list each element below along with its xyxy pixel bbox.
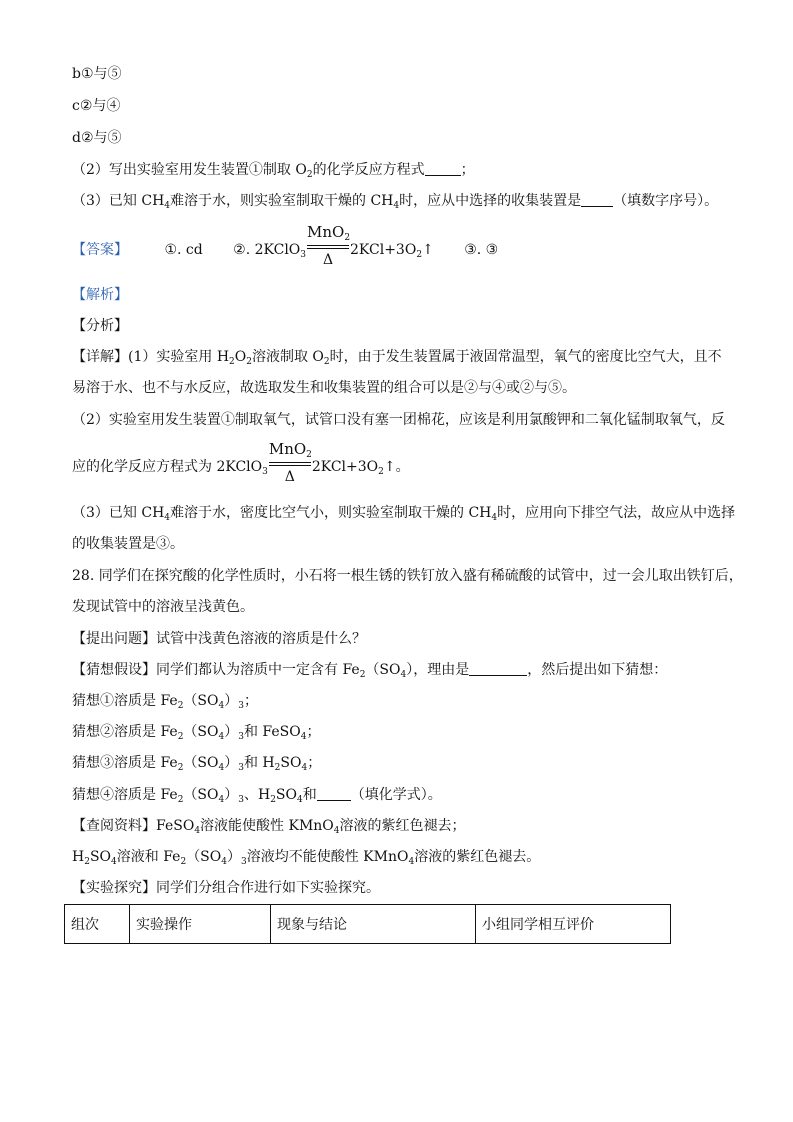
option-c: c②与④: [72, 98, 121, 114]
table-header-cell: 现象与结论: [271, 905, 476, 944]
explore-label: 【实验探究】同学们分组合作进行如下实验探究。: [72, 880, 380, 896]
guess-3: 猜想③溶质是 $Fe_2(SO_4)_3$和 $H_2SO_4$；: [72, 755, 322, 773]
guess-2: 猜想②溶质是 $Fe_2(SO_4)_3$和 FeSO$_4$；: [72, 724, 321, 742]
q28-line1: 28. 同学们在探究酸的化学性质时，小石将一根生锈的铁钉放入盛有稀硫酸的试管中，过一会儿取出铁钉后，: [72, 568, 743, 584]
reference-2: $H_2SO_4$溶液和 $Fe_2(SO_4)_3$溶液均不能使酸性 KMnO$_4$溶液的紫红色褪去。: [72, 849, 541, 867]
q28-line2: 发现试管中的溶液呈浅黄色。: [72, 599, 254, 615]
q28-hypothesis: 【猜想假设】同学们都认为溶质中一定含有 $Fe_2(SO_4)$，理由是 ，然后提出如下猜想：: [72, 662, 668, 680]
table-header-cell: 小组同学相互评价: [476, 905, 671, 944]
detail-1b: 易溶于水、也不与水反应，故选取发生和收集装置的组合可以是②与④或②与⑤。: [72, 380, 576, 396]
answer-label: 【答案】: [72, 242, 128, 258]
answer-blank: [317, 786, 351, 801]
option-d: d②与⑤: [72, 130, 122, 146]
detail-2b: 应的化学反应方程式为 2KClO$_3$ MnO$_2$ Δ $2KCl+3O_2↑$。: [72, 440, 410, 485]
answer-line: 【答案】 ①. cd ②. 2KClO$_3$ MnO$_2$ Δ $2KCl+3O_2↑$ ③. ③: [72, 223, 499, 268]
guess-4: 猜想④溶质是 $Fe_2(SO_4)_3$、$H_2SO_4$和 （填化学式）。: [72, 787, 442, 805]
reference-1: 【查阅资料】FeSO$_4$溶液能使酸性 KMnO$_4$溶液的紫红色褪去；: [72, 818, 466, 836]
equation-condition: MnO$_2$ Δ: [307, 223, 351, 268]
answer-blank: [469, 661, 527, 676]
equation-condition: MnO$_2$ Δ: [268, 440, 312, 485]
detail-1: 【详解】(1）实验室用 $H_2O_2$溶液制取 $O_2$时，由于发生装置属于液固常温型，氧气的密度比空气大，且不: [72, 349, 722, 367]
q28-question: 【提出问题】试管中浅黄色溶液的溶质是什么？: [72, 631, 366, 647]
analysis-label: 【解析】: [72, 287, 128, 303]
table-header-cell: 实验操作: [130, 905, 271, 944]
detail-2: （2）实验室用发生装置①制取氧气，试管口没有塞一团棉花，应该是利用氯酸钾和二氧化锰制取氧气，反: [72, 412, 725, 428]
answer-blank: [425, 161, 461, 176]
fenxi-label: 【分析】: [72, 318, 128, 334]
option-b: b①与⑤: [72, 66, 122, 82]
question-3: （3）已知 $CH_4$难溶于水，则实验室制取干燥的 $CH_4$时，应从中选择的收集装置是 （填数字序号）。: [72, 193, 719, 211]
guess-1: 猜想①溶质是 $Fe_2(SO_4)_3$；: [72, 693, 258, 711]
question-2: （2）写出实验室用发生装置①制取 $O_2$的化学反应方程式 ；: [72, 162, 475, 180]
answer-blank: [581, 192, 613, 207]
table-header-cell: 组次: [65, 905, 130, 944]
detail-3b: 的收集装置是③。: [72, 536, 184, 552]
experiment-table: [64, 904, 671, 944]
table-header-row: [65, 905, 671, 944]
detail-3: （3）已知 $CH_4$难溶于水，密度比空气小，则实验室制取干燥的 $CH_4$时，应用向下排空气法，故应从中选择: [72, 505, 736, 523]
